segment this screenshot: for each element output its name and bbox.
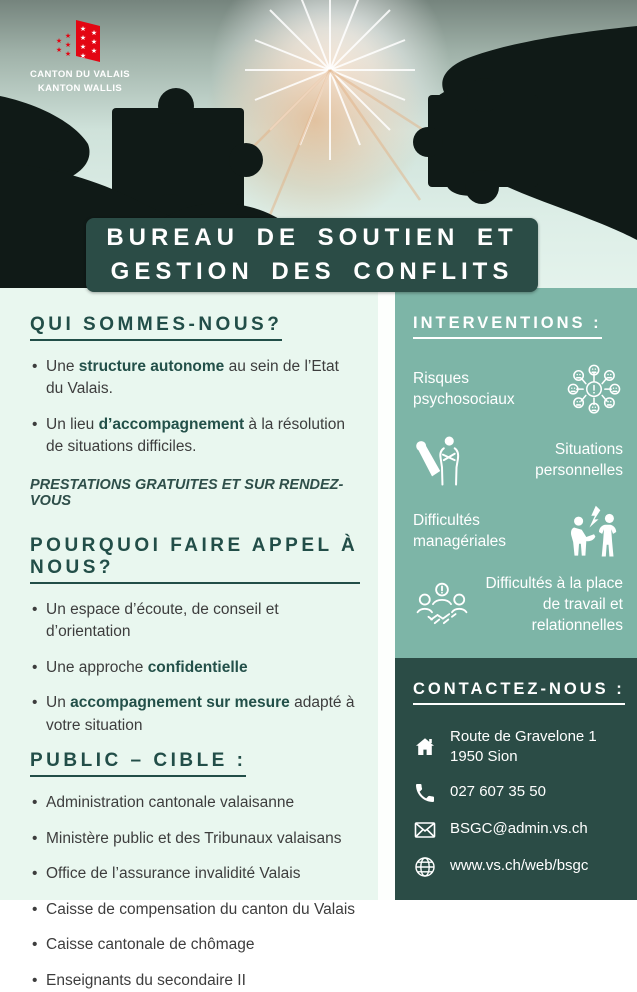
svg-text:★: ★ [55, 46, 63, 54]
main-content-column [0, 288, 378, 989]
section-title-qui-sommes-nous: QUI SOMMES-NOUS? [30, 314, 282, 341]
list-item: • Un accompagnement sur mesure adapté à votre situation [30, 692, 360, 737]
address-line1: Route de Gravelone 1 [450, 728, 597, 745]
address-line2: 1950 Sion [450, 748, 518, 766]
list-item: • Un lieu d’accompagnement à la résolution de situations difficiles. [30, 414, 360, 459]
intervention-item [413, 503, 623, 561]
intervention-item [413, 574, 623, 637]
valais-flag-icon [38, 16, 122, 68]
title-line2: GESTION DES CONFLITS [110, 258, 514, 285]
contact-phone-row [413, 781, 625, 805]
contact-address [450, 727, 597, 768]
svg-text:★: ★ [79, 52, 87, 60]
svg-text:★: ★ [64, 50, 72, 58]
list-item: • Une approche confidentielle [30, 657, 360, 679]
home-icon [413, 735, 437, 759]
contact-website: www.vs.ch/web/bsgc [450, 857, 589, 875]
list-item: • Une structure autonome au sein de l’Etat du Valais. [30, 356, 360, 401]
section-title-public-cible: PUBLIC – CIBLE : [30, 750, 246, 777]
list-item: • Ministère public et des Tribunaux valaisans [30, 828, 360, 850]
svg-text:★: ★ [64, 41, 72, 49]
interventions-panel [395, 288, 637, 658]
group-handshake-icon [413, 576, 471, 634]
svg-text:★: ★ [64, 32, 72, 40]
mail-icon [413, 818, 437, 842]
intervention-label: Difficultés managériales [413, 512, 507, 550]
intervention-label: Situations personnelles [535, 441, 623, 479]
svg-text:★: ★ [90, 38, 98, 46]
svg-text:★: ★ [90, 47, 98, 55]
intervention-label: Difficultés à la place de travail et relationnelles [485, 575, 623, 634]
globe-icon [413, 855, 437, 879]
svg-text:★: ★ [79, 34, 87, 42]
intervention-label: Risques psychosociaux [413, 370, 515, 408]
canton-valais-logo [10, 16, 150, 97]
emotions-icon [565, 361, 623, 419]
svg-text:★: ★ [79, 43, 87, 51]
logo-text-line1: CANTON DU VALAIS [30, 69, 130, 80]
pourquoi-list [30, 599, 360, 737]
contact-email: BSGC@admin.vs.ch [450, 820, 588, 838]
list-item: • Caisse cantonale de chômage [30, 934, 360, 956]
list-item: • Office de l’assurance invalidité Valais [30, 863, 360, 885]
svg-text:★: ★ [79, 25, 87, 33]
contact-website-row [413, 855, 625, 879]
person-icon [413, 432, 471, 490]
list-item: • Un espace d’écoute, de conseil et d’orientation [30, 599, 360, 644]
section-title-pourquoi: POURQUOI FAIRE APPEL À NOUS? [30, 535, 360, 584]
title-line1: BUREAU DE SOUTIEN ET [106, 224, 518, 251]
contact-phone: 027 607 35 50 [450, 783, 546, 801]
svg-text:★: ★ [90, 29, 98, 37]
logo-text-line2: KANTON WALLIS [37, 83, 123, 95]
qui-sommes-nous-list [30, 356, 360, 459]
svg-text:★: ★ [55, 37, 63, 45]
intervention-item [413, 432, 623, 490]
contact-email-row [413, 818, 625, 842]
list-item: • Administration cantonale valaisanne [30, 792, 360, 814]
contact-panel [395, 658, 637, 900]
list-item: • Enseignants du secondaire II [30, 970, 360, 992]
section-title-contact: CONTACTEZ-NOUS : [413, 680, 625, 705]
conflict-icon [565, 503, 623, 561]
title-banner [86, 218, 538, 292]
free-services-note: PRESTATIONS GRATUITES ET SUR RENDEZ-VOUS [30, 476, 344, 509]
intervention-item [413, 361, 623, 419]
section-title-interventions: INTERVENTIONS : [413, 314, 602, 339]
list-item: • Caisse de compensation du canton du Valais [30, 899, 360, 921]
public-cible-list [30, 792, 360, 992]
contact-address-row [413, 727, 625, 768]
phone-icon [413, 781, 437, 805]
